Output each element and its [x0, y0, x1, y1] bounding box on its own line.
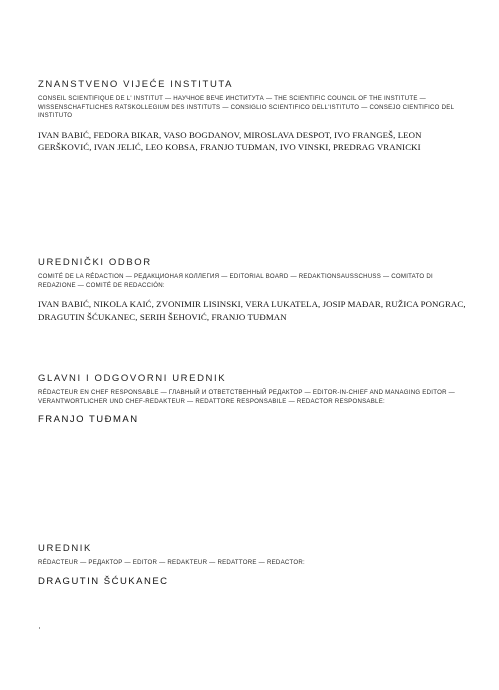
editor-name: DRAGUTIN ŠĆUKANEC — [38, 575, 169, 587]
council-members: IVAN BABIĆ, FEDORA BIKAR, VASO BOGDANOV, MIROSLAVA DESPOT, IVO FRANGEŠ, LEON GERŠKOVIĆ, IVAN JELIĆ, LEO KOBSA, FRANJO TUĐMAN, IVO VINSKI, PREDRAG VRANICKI — [38, 129, 422, 153]
council-heading: ZNANSTVENO VIJEĆE INSTITUTA — [38, 79, 234, 90]
editor-heading: UREDNIK — [38, 543, 92, 554]
editor-section — [38, 543, 468, 587]
editor-subtitle: RÉDACTEUR — РЕДАКТОР — EDITOR — REDAKTEUR — REDATTORE — REDACTOR: — [38, 559, 305, 566]
board-subtitle: COMITÉ DE LA RÉDACTION — РЕДАКЦИОНАЯ КОЛЛЕГИЯ — EDITORIAL BOARD — REDAKTIONSAUSSCHUSS — COMITATO DI REDAZIONE — COMITÉ DE REDACCIÓN: — [38, 273, 433, 289]
chief-editor-section — [38, 373, 468, 425]
editorial-board-section — [38, 257, 468, 323]
board-heading: UREDNIČKI ODBOR — [38, 257, 152, 268]
paper-speck — [39, 627, 40, 629]
board-members: IVAN BABIĆ, NIKOLA KAIĆ, ZVONIMIR LISINSKI, VERA LUKATELA, JOSIP MAĐAR, RUŽICA PONGRAC, DRAGUTIN ŠĆUKANEC, SERIH ŠEHOVIĆ, FRANJO TUĐMAN — [38, 299, 466, 322]
chief-editor-subtitle: RÉDACTEUR EN CHEF RESPONSABLE — ГЛАВНЫЙ И ОТВЕТСТВЕННЫЙ РЕДАКТОР — EDITOR-IN-CHIEF AND MANAGING EDITOR — VERANTWORTLICHER UND CHEF-REDAKTEUR — REDATTORE RESPONSABILE — REDACTOR RESPONSABLE: — [38, 389, 456, 405]
chief-editor-name: FRANJO TUĐMAN — [38, 414, 139, 426]
council-subtitle: CONSEIL SCIENTIFIQUE DE L' INSTITUT — НАУЧНОЕ ВЕЧЕ ИНСТИТУТА — THE SCIENTIFIC COUNCIL OF THE INSTITUTE — WISSENSCHAFTLICHES RATSKOLLEGIUM DES INSTITUTS — CONSIGLIO SCIENTIFICO DELL'ISTITUTO — CONSEJO CIENTIFICO DEL INSTITUTO — [38, 95, 454, 120]
chief-editor-heading: GLAVNI I ODGOVORNI UREDNIK — [38, 373, 227, 384]
scientific-council-section — [38, 79, 468, 154]
